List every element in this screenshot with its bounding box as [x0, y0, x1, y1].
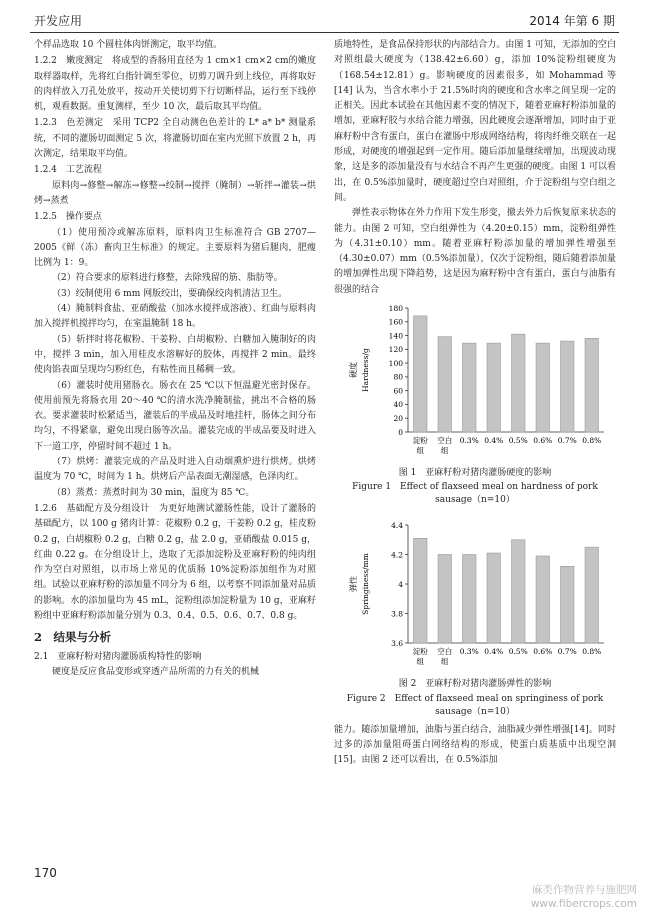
figure-1-caption-cn: 图 1 亚麻籽粉对猪肉灌肠硬度的影响 [398, 468, 552, 479]
bar [585, 338, 598, 432]
left-paragraph: （4）腌制料食盐、亚硝酸盐（加冰水搅拌成溶液）、红曲与原料肉加入搅拌机搅拌均匀，在室温腌制 18 h。 [34, 304, 316, 330]
bar [438, 337, 451, 432]
left-column [34, 38, 316, 680]
bar [414, 539, 427, 644]
bar [463, 555, 476, 644]
right-column [334, 38, 616, 769]
watermark-line-1: 麻类作物营养与施肥网 [532, 884, 637, 896]
y-tick-label: 160 [388, 317, 403, 327]
y-axis-label-en: Springiness/mm [361, 553, 370, 616]
page-number: 170 [34, 866, 57, 880]
y-tick-label: 120 [388, 345, 403, 355]
left-paragraph: （3）绞制使用 6 mm 网版绞出，要确保绞肉机清洁卫生。 [52, 288, 288, 299]
bar [463, 343, 476, 432]
x-tick-label: 空白 [437, 436, 453, 446]
left-paragraph: （7）烘烤：灌装完成的产品及时进入自动烟熏炉进行烘烤。烘烤温度为 70 ℃，时间为 1 h。烘烤后产品表面无潮湿感，色泽肉红。 [34, 457, 316, 483]
x-tick-label: 0.6% [533, 436, 553, 446]
left-paragraph: 1.2.6 基础配方及分组设计 为更好地测试灌肠性能，设计了灌肠的基础配方，以 100 g 猪肉计算：花椒粉 0.2 g，干姜粉 0.2 g，桂皮粉 0.2 g，白胡椒粉 0.2 g，白糖 0.2 g，盐 2.0 g，亚硝酸盐 0.015 g，红曲 0.22 g。在分组设计上，选取了无添加淀粉及亚麻籽粉的纯肉组作为空白对照组，以市场上常见的优质肠 10%淀粉添加组作为对照组。试验以亚麻籽粉的添加量不同分为 6 组，以考察不同添加量对品质的影响。水的添加量均为 45 mL，淀粉组添加淀粉量为 10 g，亚麻籽粉组中亚麻籽粉添加量分别为 0.3、0.4、0.5、0.6、0.7、0.8 g。 [34, 503, 316, 621]
bar [585, 547, 598, 643]
left-paragraph: 个样品选取 10 个圆柱体肉饼测定，取平均值。 [34, 40, 223, 50]
issue-label: 2014 年第 6 期 [529, 14, 615, 28]
figure-1 [334, 298, 616, 507]
left-paragraph: （8）蒸煮：蒸煮时间为 30 min，温度为 85 ℃。 [52, 487, 255, 498]
bar [561, 567, 574, 644]
right-bottom-text [334, 723, 616, 769]
y-tick-label: 100 [388, 358, 403, 368]
x-tick-label: 0.8% [582, 436, 602, 446]
y-tick-label: 80 [393, 372, 403, 382]
bar [438, 555, 451, 644]
springiness-bar-chart [334, 515, 616, 673]
bar [487, 553, 500, 643]
x-tick-label: 0.7% [557, 647, 577, 657]
y-tick-label: 60 [393, 386, 403, 396]
x-tick-label: 0.5% [508, 647, 528, 657]
bar [561, 341, 574, 432]
bar [536, 556, 549, 643]
left-paragraph: 1.2.2 嫩度测定 将成型的香肠用直径为 1 cm×1 cm×2 cm的嫩度取样器取样，先将红白指针调至零位，切剪刀调升到上线位，再将取好的肉样放入刀孔处放平，按动开关使切剪下行切断样品，运行至下线停机，观看数据。重复测样，至少 10 次，最后取其平均值。 [34, 56, 316, 113]
x-tick-label: 组 [441, 657, 449, 667]
right-paragraph: 质地特性，是食品保持形状的内部结合力。由图 1 可知，无添加的空白对照组最大硬度为（138.42±6.60）g，添加 10%淀粉组硬度为（168.54±12.81）g。影响硬度的因素很多，如 Mohammad 等[14] 认为，当含水率小于 21.5%时肉的硬度和含水率之间呈现一定的正相关。因此本试验在其他因素不变的情况下，随着亚麻籽粉添加量的增加，亚麻籽胶与水结合能力增强，因此硬度会逐渐增加，同时由于亚麻籽粉中含有蛋白，蛋白在灌肠中形成网络结构，将肉纤维交联在一起形成，对硬度的增强起到一定作用。随后添加量继续增加，出现波动现象，这是多的添加量没有与水结合不再产生更强的硬度。由图 1 可以看出，在 0.5%添加量时，硬度超过空白对照组，介于淀粉组与空白组之间。 [334, 40, 616, 203]
left-paragraph: 2.1 亚麻籽粉对猪肉灌肠质构特性的影响 [34, 651, 202, 662]
y-axis-label-cn: 弹性 [349, 576, 358, 593]
left-paragraph: 2 结果与分析 [34, 630, 112, 645]
x-tick-label: 淀粉 [412, 647, 428, 657]
figure-2 [334, 515, 616, 718]
hardness-bar-chart [334, 298, 616, 462]
left-paragraph: 1.2.4 工艺流程 [34, 165, 102, 176]
x-tick-label: 组 [416, 657, 424, 667]
y-tick-label: 40 [393, 400, 403, 410]
bar [487, 343, 500, 432]
watermark [531, 883, 637, 911]
figure-1-caption-en: Figure 1 Effect of flaxseed meal on hardness of pork sausage（n=10） [352, 482, 598, 506]
x-tick-label: 0.6% [533, 647, 553, 657]
x-tick-label: 0.8% [582, 647, 602, 657]
right-top-text [334, 38, 616, 298]
left-paragraph: 1.2.5 操作要点 [34, 212, 102, 223]
left-paragraph: 1.2.3 色差测定 采用 TCP2 全自动测色色差计的 L* a* b* 测量系统，不同的灌肠切面测定 5 次，将灌肠切面在室内光照下放置 2 h，再次测定，结果取平均值。 [34, 118, 316, 160]
y-axis-label-en: Hardness/g [361, 348, 370, 392]
bar [414, 316, 427, 432]
figure-2-caption-cn: 图 2 亚麻籽粉对猪肉灌肠弹性的影响 [398, 679, 552, 690]
header-rule [30, 32, 619, 33]
figure-2-caption-en: Figure 2 Effect of flaxseed meal on springiness of pork sausage（n=10） [346, 693, 604, 717]
y-axis-label-cn: 硬度 [349, 362, 358, 379]
left-paragraph: 原料肉→修整→解冻→修整→绞制→搅拌（腌制）→斩拌→灌装→烘烤→蒸煮 [34, 180, 316, 206]
left-paragraph: （6）灌装时使用猪肠衣。肠衣在 25 ℃以下恒温避光密封保存。使用前预先将肠衣用 20～40 ℃的清水洗净腌制盐，挑出不合格的肠衣。要求灌装时松紧适当，灌装后的半成品及时地挂杆，肠体之间分布均匀，不得紧靠，避免出现白肠等次品。灌装完成的半成品要及时进入下一道工序，停留时间不超过 1 h。 [34, 380, 316, 452]
left-paragraph: （1）使用预冷或解冻原料，原料肉卫生标准符合 GB 2707—2005《鲜（冻）畜肉卫生标准》的规定。主要原料为猪后腿肉，肥瘦比例为 1：9。 [34, 227, 316, 269]
y-tick-label: 3.6 [391, 639, 403, 649]
x-tick-label: 0.7% [557, 436, 577, 446]
y-tick-label: 180 [388, 303, 403, 313]
x-tick-label: 0.3% [459, 647, 479, 657]
x-tick-label: 淀粉 [412, 436, 428, 446]
x-tick-label: 空白 [437, 647, 453, 657]
x-tick-label: 0.5% [508, 436, 528, 446]
y-tick-label: 4.4 [391, 521, 403, 531]
y-tick-label: 20 [393, 414, 403, 424]
x-tick-label: 0.3% [459, 436, 479, 446]
y-tick-label: 140 [388, 331, 403, 341]
left-paragraph: 硬度是反应食品变形或穿透产品所需的力有关的机械 [52, 666, 260, 677]
watermark-line-2: www.fibercrops.com [530, 898, 637, 910]
right-paragraph: 弹性表示物体在外力作用下发生形变，撤去外力后恢复原来状态的能力。由图 2 可知，空白组弹性为（4.20±0.15）mm，淀粉组弹性为（4.31±0.10）mm。随着亚麻籽粉添加量的增加弹性增强至（4.30±0.07）mm（0.5%添加量），仅次于淀粉组，随后随着添加量的增加弹性出现下降趋势，这是因为麻籽粉中含有蛋白，蛋白与油脂有很强的结合 [334, 208, 616, 295]
x-tick-label: 组 [416, 446, 424, 456]
x-tick-label: 组 [441, 446, 449, 456]
bar [512, 334, 525, 432]
y-tick-label: 0 [398, 427, 403, 437]
journal-column-label: 开发应用 [34, 14, 83, 28]
left-paragraph: （5）斩拌时将花椒粉、干姜粉、白胡椒粉、白糖加入腌制好的肉中，搅拌 3 min，加入用桂皮水溶解好的胶体，再搅拌 2 min。最终使肉馅表面呈现均匀粉红色，有粘性而且稀稠一致。 [34, 334, 316, 376]
bar [512, 540, 525, 643]
y-tick-label: 4.2 [391, 550, 403, 560]
y-tick-label: 3.8 [391, 609, 403, 619]
bar [536, 343, 549, 432]
x-tick-label: 0.4% [484, 436, 504, 446]
left-paragraph: （2）符合要求的原料进行修整，去除残留的筋、脂肪等。 [52, 273, 283, 284]
right-paragraph: 能力。随添加量增加，油脂与蛋白结合，油脂减少弹性增强[14]。同时过多的添加量阻碍蛋白网络结构的形成，使蛋白质基质中出现空洞[15]。由图 2 还可以看出，在 0.5%添加 [334, 724, 616, 766]
y-tick-label: 4 [398, 580, 403, 590]
x-tick-label: 0.4% [484, 647, 504, 657]
